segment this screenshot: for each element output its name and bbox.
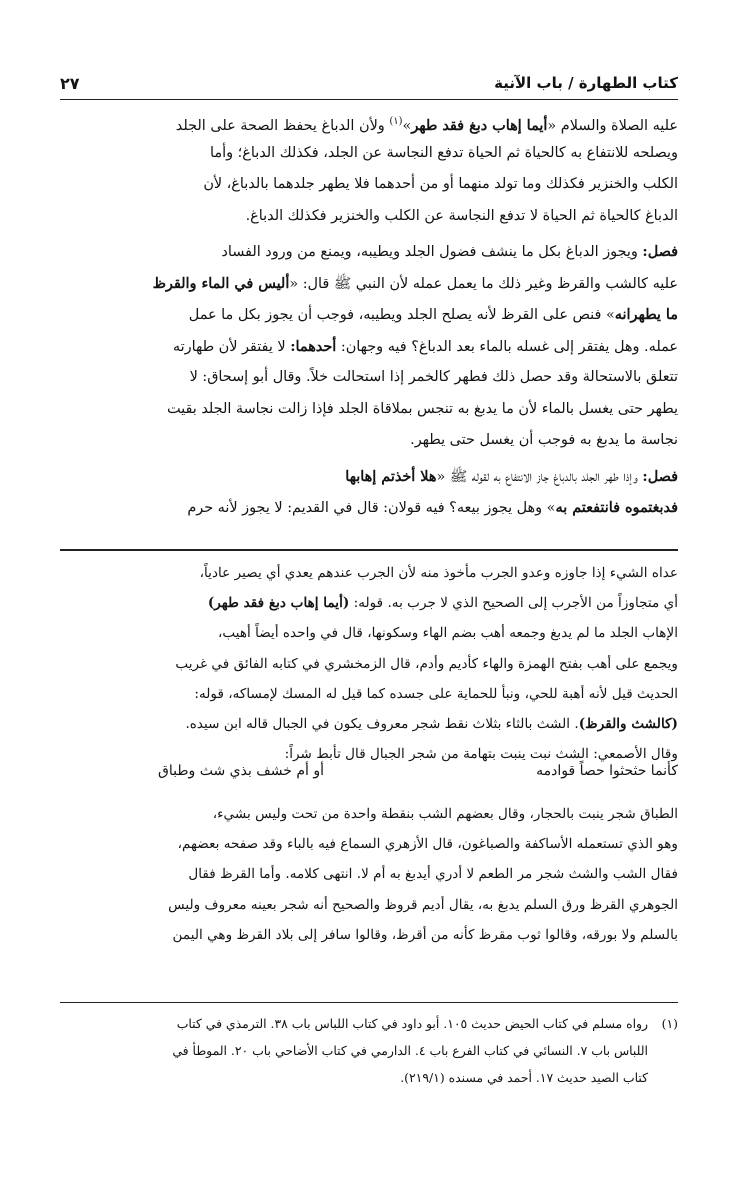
text-run: عمله. وهل يفتقر إلى غسله بالماء بعد الدباغ؟ فيه وجهان: (336, 338, 678, 355)
commentary-line (60, 799, 678, 829)
main-text-line (60, 169, 678, 201)
text-run: » وهل يجوز بيعه؟ فيه قولان: قال في القديم: لا يجوز لأنه حرم (187, 500, 556, 516)
bold-phrase: أحدهما: (290, 337, 337, 355)
bold-phrase: فصل: (642, 467, 678, 485)
bold-phrase: هلا أخذتم إهابها (345, 467, 437, 485)
bold-phrase: (أيما إهاب دبغ فقد طهر) (207, 595, 350, 612)
commentary-line (60, 920, 678, 950)
main-text-line (60, 331, 678, 363)
main-text-line (60, 492, 678, 524)
page-header (60, 74, 678, 96)
text-run: الجوهري القرظ ورق السلم يدبغ به، يقال أديم قروظ والصحيح أنه شجر بعينه معروف وليس (168, 896, 678, 913)
footnote-text: اللباس باب ٧. النسائي في كتاب الفرع باب ٤. الدارمي في كتاب الأضاحي باب ٢٠. الموطأ في (172, 1043, 648, 1058)
text-run: » (402, 117, 412, 134)
header-rule (60, 99, 678, 100)
footnote-number: (١) (661, 1016, 678, 1031)
main-text-line (60, 236, 678, 268)
text-run: الإهاب الجلد ما لم يدبغ وجمعه أهب بضم الهاء وسكونها، قال في واحده أيضاً أهيب، (218, 625, 678, 642)
text-run: ويجوز الدباغ بكل ما ينشف فضول الجلد ويطيبه، ويمنع من ورود الفساد (221, 244, 643, 260)
text-run: عداه الشيء إذا جاوزه وعدو الجرب مأخوذ منه لأن الجرب عندهم يعدي أي يصير عادياً، (199, 565, 678, 581)
main-text-line (60, 106, 678, 138)
commentary-line (60, 649, 678, 679)
poetry-verse (118, 763, 678, 793)
main-text-line (60, 268, 678, 300)
footnote-line (60, 1010, 678, 1037)
verse-first-hemistich: كأنما حثحثوا حصاً قوادمه (536, 763, 678, 779)
text-run: ولأن الدباغ يحفظ الصحة على الجلد (175, 117, 390, 134)
text-run: لا يفتقر لأن طهارته (172, 338, 291, 355)
text-run: يطهر حتى يغسل بالماء لأن ما يدبغ به تنجس بملاقاة الجلد فإذا زالت نجاسة الجلد بقيت (167, 400, 678, 417)
text-run: فقال الشب والشث شجر مر الطعم لا أدري أيدبغ به أم لا. انتهى كلامه. وأما القرظ فقال (188, 866, 678, 883)
page-number: ٢٧ (60, 74, 80, 93)
text-run: ويصلحه للانتفاع به كالحياة ثم الحياة تدفع النجاسة عن الجلد، فكذلك الدباغ؛ وأما (210, 144, 678, 161)
commentary-text-continued (60, 799, 678, 950)
bold-phrase: أليس في الماء والقرظ (152, 274, 290, 292)
main-text-line (60, 201, 678, 233)
text-run: وإذا طهر الجلد بالدباغ جاز الانتفاع به لقوله ﷺ « (436, 468, 643, 485)
commentary-line (60, 829, 678, 859)
text-run: » فنص على القرظ لأنه يصلح الجلد ويطيبه، فوجب أن يجوز بكل ما عمل (188, 307, 615, 323)
text-run: الطباق شجر ينبت بالحجار، وقال بعضهم الشب بنقطة واحدة من تحت وليس بشيء، (212, 806, 678, 822)
commentary-line (60, 588, 678, 618)
text-run: الحديث قيل لأنه أهبة للحي، ونبأ للحماية على جسده كما قيل له المسك لإمساكه، قوله: (194, 685, 678, 702)
footnote-text: رواه مسلم في كتاب الحيض حديث ١٠٥. أبو داود في كتاب اللباس باب ٣٨. الترمذي في كتاب (176, 1016, 648, 1031)
text-run: نجاسة ما يدبغ به فوجب أن يغسل حتى يطهر. (410, 432, 678, 448)
main-text-line (60, 425, 678, 457)
main-text (60, 106, 678, 524)
text-run: بالسلم ولا بورقه، وقالوا ثوب مقرظ كأنه من أقرظ، وقالوا سافر إلى بلاد القرظ وهي اليمن (172, 926, 678, 943)
text-run: عليه كالشب والقرظ وغير ذلك ما يعمل عمله لأن النبي ﷺ قال: « (289, 275, 678, 292)
commentary-line (60, 679, 678, 709)
main-text-line (60, 362, 678, 394)
commentary-line (60, 859, 678, 889)
text-run: أي متجاوزاً من الأجرب إلى الصحيح الذي لا جرب به. قوله: (349, 595, 678, 612)
text-run: . الشث بالثاء بثلاث نقط شجر معروف يكون في الجبال قاله ابن سيده. (185, 715, 579, 732)
commentary-line (60, 709, 678, 739)
commentary-line (60, 890, 678, 920)
footnotes (60, 1010, 678, 1091)
main-text-line (60, 394, 678, 426)
bold-phrase: فدبغتموه فانتفعتم به (555, 499, 678, 516)
footnote-line (60, 1064, 678, 1091)
text-run: ويجمع على أهب بفتح الهمزة والهاء كأديم وأدم، قال الزمخشري في كتابه الفائق في غريب (175, 655, 678, 672)
footnote-line (60, 1037, 678, 1064)
commentary-line (60, 618, 678, 648)
text-run: الدباغ كالحياة ثم الحياة لا تدفع النجاسة عن الكلب والخنزير فكذلك الدباغ. (245, 207, 678, 224)
main-text-line (60, 299, 678, 331)
footnote-text: كتاب الصيد حديث ١٧. أحمد في مسنده (٢١٩/١). (400, 1070, 648, 1085)
text-run: الكلب والخنزير فكذلك وما تولد منهما أو من أحدهما فلا يطهر جلدهما بالدباغ، لأن (203, 176, 678, 192)
commentary-text (60, 558, 678, 769)
bold-phrase: أيما إهاب دبغ فقد طهر (411, 116, 548, 134)
text-run: وقال الأصمعي: الشث نبت ينبت بتهامة من شجر الجبال قال تأبط شراً: (284, 746, 678, 763)
bold-phrase: فصل: (642, 243, 678, 260)
text-run: وهو الذي تستعمله الأساكفة والصباغون، قال الأزهري السماع فيه بالباء وقد صفحه بعضهم، (177, 836, 678, 853)
text-run: تتعلق بالاستحالة وقد حصل ذلك فطهر كالخمر إذا استحالت خلاً. وقال أبو إسحاق: لا (189, 369, 678, 385)
footnote-rule (60, 1002, 678, 1003)
text-run: عليه الصلاة والسلام « (547, 117, 678, 134)
footnote-marker: (١) (389, 116, 403, 127)
main-text-line (60, 138, 678, 170)
commentary-line (60, 558, 678, 588)
running-title: كتاب الطهارة / باب الآنية (494, 74, 678, 92)
commentary-separator (60, 549, 678, 551)
bold-phrase: (كالشث والقرظ) (578, 715, 678, 732)
main-text-line (60, 461, 678, 493)
verse-second-hemistich: أو أم خشف بذي شث وطباق (158, 763, 325, 779)
bold-phrase: ما يطهرانه (614, 306, 678, 323)
